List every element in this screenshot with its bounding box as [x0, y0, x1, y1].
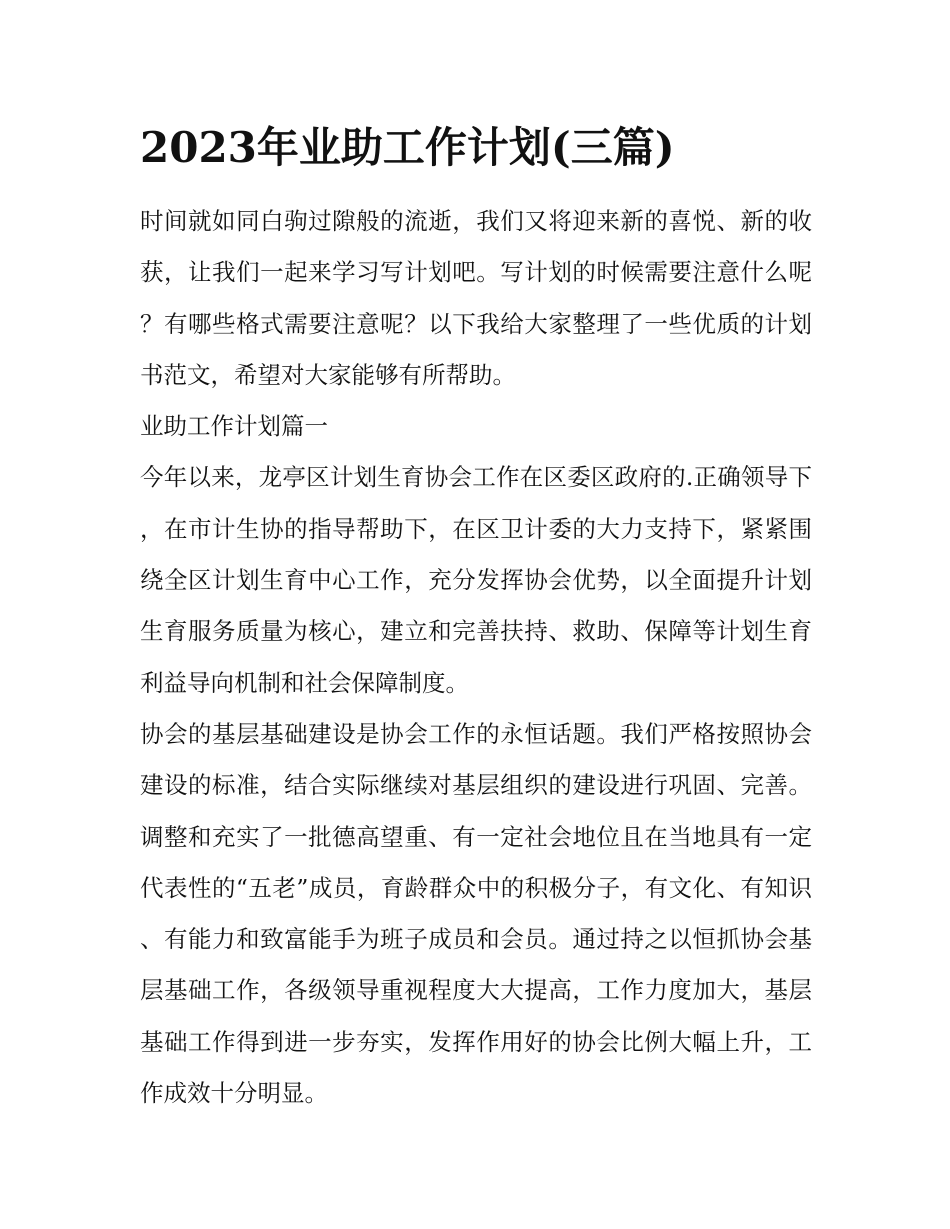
- section-heading: 业助工作计划篇一: [140, 412, 328, 441]
- document-body: [140, 118, 812, 1119]
- body-paragraph: 今年以来，龙亭区计划生育协会工作在区委区政府的.正确领导下，在市计生协的指导帮助下，在区卫计委的大力支持下，紧紧围绕全区计划生育中心工作，充分发挥协会优势，以全面提升计划生育服务质量为核心，建立和完善扶持、救助、保障等计划生育利益导向机制和社会保障制度。: [140, 463, 812, 697]
- document-title: 2023年业助工作计划(三篇): [140, 123, 675, 172]
- intro-paragraph: 时间就如同白驹过隙般的流逝，我们又将迎来新的喜悦、新的收获，让我们一起来学习写计划吧。写计划的时候需要注意什么呢？有哪些格式需要注意呢？以下我给大家整理了一些优质的计划书范文，希望对大家能够有所帮助。: [140, 207, 812, 389]
- body-paragraph: 协会的基层基础建设是协会工作的永恒话题。我们严格按照协会建设的标准，结合实际继续对基层组织的建设进行巩固、完善。调整和充实了一批德高望重、有一定社会地位且在当地具有一定代表性的“五老”成员，育龄群众中的积极分子，有文化、有知识、有能力和致富能手为班子成员和会员。通过持之以恒抓协会基层基础工作，各级领导重视程度大大提高，工作力度加大，基层基础工作得到进一步夯实，发挥作用好的协会比例大幅上升，工作成效十分明显。: [140, 719, 812, 1108]
